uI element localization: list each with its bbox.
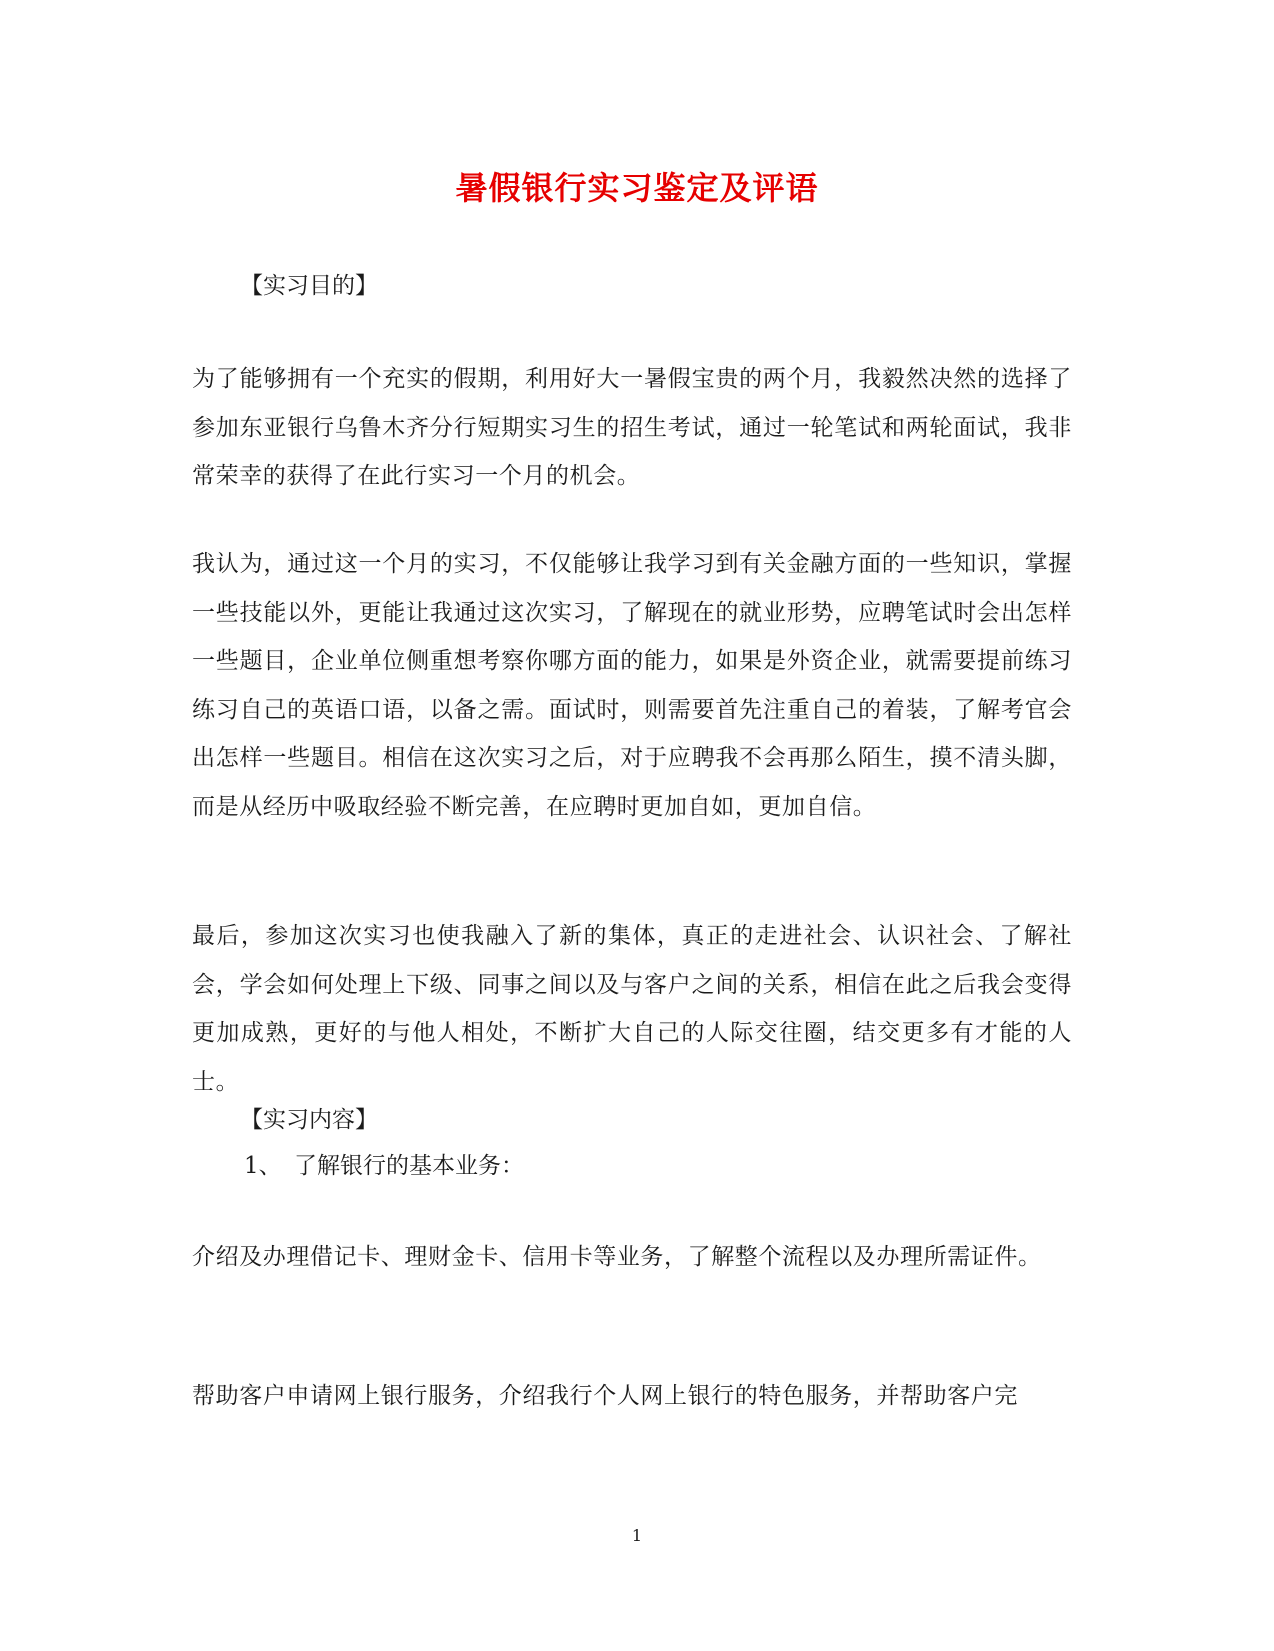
paragraph-cards: 介绍及办理借记卡、理财金卡、信用卡等业务，了解整个流程以及办理所需证件。 bbox=[192, 1244, 1042, 1270]
list-item-basic-business bbox=[244, 1150, 524, 1182]
paragraph-online-banking: 帮助客户申请网上银行服务，介绍我行个人网上银行的特色服务，并帮助客户完 bbox=[192, 1383, 1018, 1409]
paragraph-purpose: 为了能够拥有一个充实的假期，利用好大一暑假宝贵的两个月，我毅然决然的选择了参加东亚银行乌鲁木齐分行短期实习生的招生考试，通过一轮笔试和两轮面试，我非常荣幸的获得了在此行实习一个月的机会。 bbox=[192, 366, 1072, 489]
paragraph-conclusion: 最后，参加这次实习也使我融入了新的集体，真正的走进社会、认识社会、了解社会，学会如何处理上下级、同事之间以及与客户之间的关系，相信在此之后我会变得更加成熟，更好的与他人相处，不断扩大自己的人际交往圈，结交更多有才能的人士。 bbox=[192, 923, 1072, 1095]
page-number: 1 bbox=[631, 1526, 643, 1545]
list-item-text: 了解银行的基本业务： bbox=[294, 1153, 524, 1179]
list-item-number: 1、 bbox=[244, 1153, 282, 1179]
section-heading-content: 【实习内容】 bbox=[240, 1107, 378, 1133]
section-heading-purpose: 【实习目的】 bbox=[240, 273, 378, 299]
document-title: 暑假银行实习鉴定及评语 bbox=[455, 169, 819, 207]
paragraph-reflection: 我认为，通过这一个月的实习，不仅能够让我学习到有关金融方面的一些知识，掌握一些技能以外，更能让我通过这次实习，了解现在的就业形势，应聘笔试时会出怎样一些题目，企业单位侧重想考察你哪方面的能力，如果是外资企业，就需要提前练习练习自己的英语口语，以备之需。面试时，则需要首先注重自己的着装，了解考官会出怎样一些题目。相信在这次实习之后，对于应聘我不会再那么陌生，摸不清头脚，而是从经历中吸取经验不断完善，在应聘时更加自如，更加自信。 bbox=[192, 551, 1072, 820]
